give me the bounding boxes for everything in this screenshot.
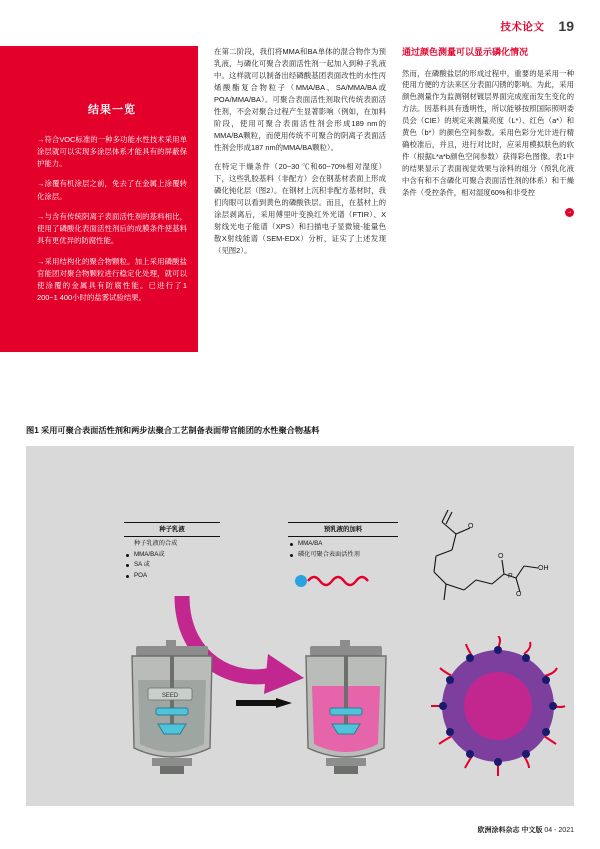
body-paragraph: 在第二阶段，我们将MMA和BA单体的混合物作为预乳液，与磷化可聚合表面活性剂一起加入到种子乳液中。这样就可以制备出经磷酸基团表面改性的水性丙烯酸酯复合物粒子（MMA/BA、SA/MMA/BA或POA/MMA/BA）。可聚合表面活性剂取代传统表面活性剂，不会对聚合过程产生显著影响（例如，在加料阶段，使用可聚合表面活性剂会形成189 nm的MMA/BA颗粒，而使用传统不可聚合的阴离子表面活性剂会形成187 nm的MMA/BA颗粒）。 <box>214 47 386 152</box>
pre-emulsion-box <box>288 522 398 561</box>
page-header <box>500 18 574 34</box>
reactor-label: SEED <box>161 693 179 699</box>
results-bullet: →涂覆有机涂层之前，免去了在金属上涂覆转化涂层。 <box>37 179 187 201</box>
list-item: MMA/BA或 <box>126 551 220 560</box>
page-footer <box>478 825 575 835</box>
reactor-vessel-right <box>292 640 400 780</box>
svg-text:OH: OH <box>538 565 549 572</box>
publication-name: 欧洲涂料杂志 中文版 <box>477 827 543 834</box>
section-label: 技术论文 <box>500 20 545 33</box>
issue-number: 04 - 2021 <box>544 827 574 834</box>
column-heading: 通过颜色测量可以显示磷化情况 <box>402 47 529 57</box>
pre-emulsion-list <box>288 540 398 559</box>
seed-emulsion-title: 种子乳液 <box>124 522 220 537</box>
reactor-vessel-left <box>118 640 226 780</box>
page-number: 19 <box>558 18 574 34</box>
column-three <box>402 46 574 406</box>
chemical-structure-diagram <box>412 504 552 622</box>
results-bullet: →符合VOC标准的一种多功能水性技术采用单涂层就可以实现多涂层体系才能具有的屏蔽保护能力。 <box>37 134 187 169</box>
article-columns <box>26 46 574 406</box>
list-item: 种子乳液的合成 <box>134 540 178 548</box>
seed-emulsion-list <box>124 540 220 580</box>
list-item: POA <box>126 572 220 581</box>
list-item: SA 或 <box>126 561 220 570</box>
functionalized-particle-diagram <box>428 636 568 776</box>
results-summary-box <box>26 46 198 352</box>
svg-text:O: O <box>468 523 474 530</box>
svg-text:P: P <box>508 573 513 580</box>
figure-1 <box>26 446 574 806</box>
svg-text:O: O <box>498 553 504 560</box>
figure-caption: 图1 采用可聚合表面活性剂和两步法聚合工艺制备表面带官能团的水性聚合物基料 <box>26 426 320 435</box>
column-two <box>214 46 386 406</box>
list-item: 磷化可聚合表面活性剂 <box>290 551 398 560</box>
list-item: MMA/BA <box>290 540 398 549</box>
seed-emulsion-box <box>124 522 220 582</box>
results-bullet: →采用结构化的聚合物颗粒。加上采用磷酸盐官能团对聚合物颗粒进行稳定化处理，就可以使涂覆的金属具有防腐性能。已进行了1 200~1 400小时的盐雾试验结果。 <box>37 256 187 303</box>
figure-content <box>40 460 560 792</box>
body-paragraph: 然而，在磷酸盐层的形成过程中，重要的是采用一种使用方便的方法来区分表面闪锈的影响。为此，采用颜色测量作为监测钢材镀层界面完成度而发生变化的方法。因基料具有透明性，所以能够按照国际照明委员会（CIE）的规定来测量亮度（L*）、红色（a*）和黄色（b*）的颜色空间参数。采用色彩分光计进行精确校准后，并且，进行对比时，应采用模拟肤色的软件（根据L*a*b颜色空间参数）获得彩色图像。表1中的结果显示了表面视觉效果与涂料的组分（预乳化液中含有和不含磷化可聚合表面活性剂的体系）和干燥条件（受控条件，相对湿度60%和非受控 <box>402 68 574 198</box>
process-arrow-icon <box>236 698 292 708</box>
pre-emulsion-title: 预乳液的加料 <box>288 522 398 537</box>
results-bullet: →与含有传统阴离子表面活性剂的基料相比，使用了磷酸化表面活性剂后的成膜条件使基料具有更优异的防腐性能。 <box>37 211 187 246</box>
red-bleed-edge <box>0 46 26 352</box>
body-paragraph: 在特定干燥条件（20~30 ℃和60~70%相对湿度）下，这些乳胶基料（非配方）会在钢基材表面上形成磷化钝化层（图2）。在钢材上沉积非配方基材时，我们肉眼可以看到黄色的磷酸铁层。而且，在基材上的涂层剥离后，采用傅里叶变换红外光谱（FTIR）、X射线光电子能谱（XPS）和扫描电子显微镜-能量色散X射线能谱（SEM-EDX）分析，证实了上述发现（见图2）。 <box>214 161 386 255</box>
column-one <box>26 46 198 406</box>
continue-arrow-icon: → <box>566 208 573 215</box>
svg-text:O: O <box>516 591 522 598</box>
results-summary-title: 结果一览 <box>88 104 136 116</box>
